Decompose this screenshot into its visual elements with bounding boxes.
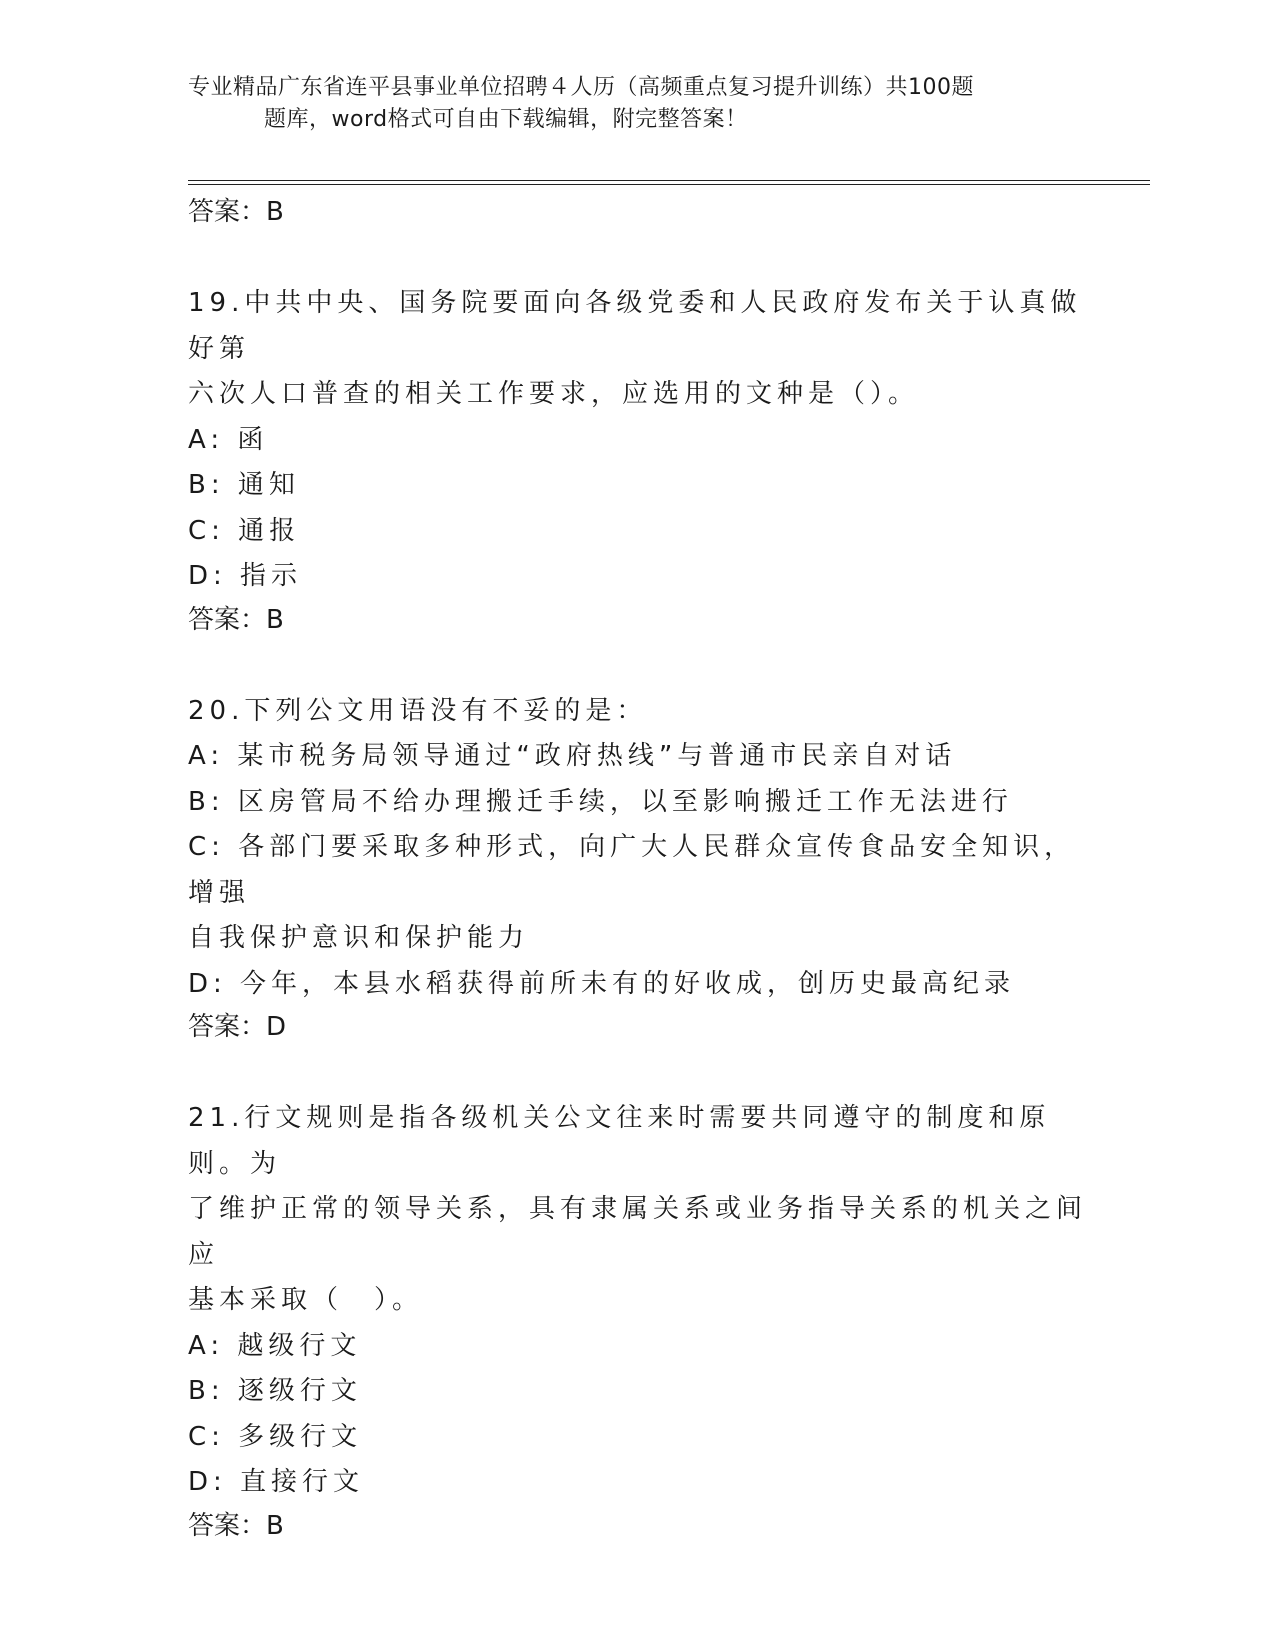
option-c: C: 多级行文	[188, 1421, 363, 1452]
option-d: D: 今年，本县水稻获得前所未有的好收成，创历史最高纪录	[188, 968, 1016, 999]
question-stem-line: 20.下列公文用语没有不妥的是：	[188, 695, 648, 726]
question-stem-line: 基本采取（ ）。	[188, 1285, 424, 1315]
option-c-continued: 自我保护意识和保护能力	[188, 923, 530, 953]
option-a: A: 函	[188, 424, 269, 455]
option-c: C: 各部门要采取多种形式，向广大人民群众宣传食品安全知识，增强	[188, 832, 1076, 908]
option-d: D: 指示	[188, 561, 303, 591]
previous-answer: 答案：B	[188, 197, 284, 227]
answer-line: 答案：B	[188, 604, 284, 635]
question-21	[188, 1096, 1088, 1546]
question-stem-line: 21.行文规则是指各级机关公文往来时需要共同遵守的制度和原则。为	[188, 1103, 1051, 1179]
option-c: C: 通报	[188, 515, 301, 546]
header-title-line-2: 题库，word格式可自由下载编辑，附完整答案！	[264, 107, 748, 132]
question-20	[188, 689, 1088, 1048]
answer-line: 答案：B	[188, 1510, 284, 1541]
header-divider-bottom	[188, 184, 1150, 185]
question-stem-line: 六次人口普查的相关工作要求，应选用的文种是（）。	[188, 379, 920, 409]
document-header	[188, 72, 1068, 136]
document-body	[188, 190, 1088, 1546]
header-divider-top	[188, 180, 1150, 181]
option-b: B: 通知	[188, 470, 300, 500]
question-19	[188, 281, 1088, 640]
option-b: B: 逐级行文	[188, 1376, 362, 1406]
option-d: D: 直接行文	[188, 1467, 365, 1497]
question-stem-line: 了维护正常的领导关系，具有隶属关系或业务指导关系的机关之间应	[188, 1194, 1088, 1270]
answer-line: 答案：D	[188, 1012, 287, 1042]
option-b: B: 区房管局不给办理搬迁手续，以至影响搬迁工作无法进行	[188, 786, 1013, 817]
option-a: A: 越级行文	[188, 1330, 362, 1361]
option-a: A: 某市税务局领导通过“政府热线”与普通市民亲自对话	[188, 741, 957, 771]
header-title-line-1: 专业精品广东省连平县事业单位招聘４人历（高频重点复习提升训练）共100题	[188, 75, 974, 100]
question-stem-line: 19.中共中央、国务院要面向各级党委和人民政府发布关于认真做好第	[188, 288, 1082, 364]
